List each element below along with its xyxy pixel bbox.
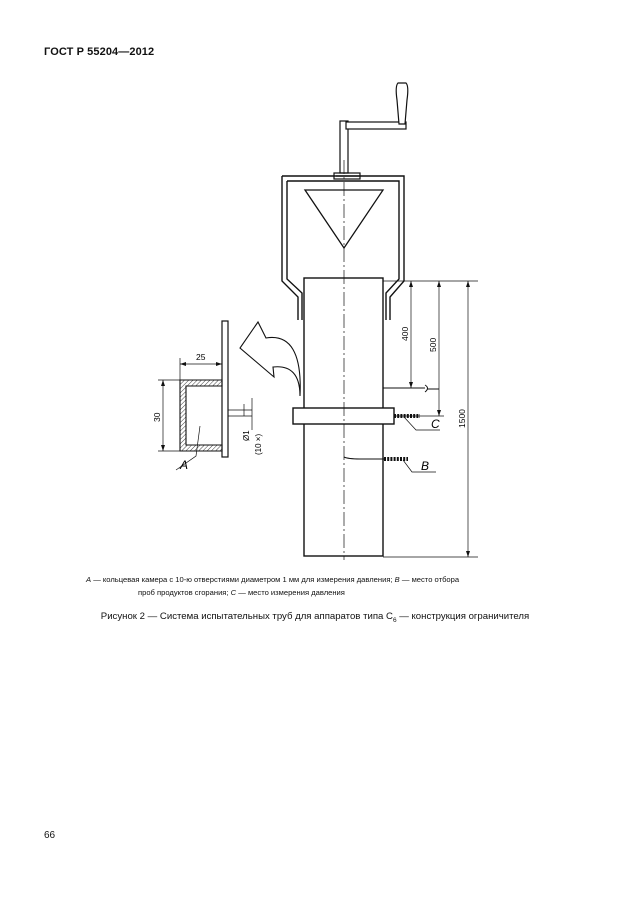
caption-suffix: — конструкция ограничителя [396, 611, 530, 622]
dim-30: 30 [152, 412, 162, 422]
label-a: A [180, 458, 189, 472]
page-number: 66 [44, 830, 56, 841]
dim-1500: 1500 [457, 409, 467, 428]
crank-handle [334, 83, 408, 179]
figure-legend [86, 574, 556, 599]
legend-key-a: A [86, 575, 92, 584]
dim-10x: (10 ×) [254, 433, 263, 455]
figure-caption [0, 611, 630, 624]
dim-25: 25 [196, 352, 206, 362]
label-c: C [431, 417, 440, 431]
ring-chamber [293, 408, 394, 424]
legend-line-2 [86, 587, 556, 600]
pipe [293, 160, 394, 560]
dim-d1: Ø1 [242, 430, 251, 441]
legend-text-a: — кольцевая камера с 10-ю отверстиями диаметром 1 мм для измерения давления; [91, 575, 395, 584]
arrow [240, 322, 300, 396]
dim-500: 500 [428, 337, 438, 352]
legend-text-b-cont: проб продуктов сгорания; [138, 587, 231, 597]
standard-header: ГОСТ Р 55204—2012 [44, 46, 155, 58]
leader-b [403, 460, 436, 472]
label-b: B [421, 459, 430, 473]
legend-key-c: C [230, 587, 237, 597]
legend-line-1 [86, 574, 556, 587]
caption-subscript: 6 [392, 616, 397, 624]
legend-key-b: B [394, 575, 400, 584]
caption-prefix: Рисунок 2 — Система испытательных труб для аппаратов типа C [100, 611, 393, 622]
dim-400: 400 [400, 326, 410, 341]
legend-text-b: — место отбора [399, 575, 460, 584]
section-a [180, 321, 300, 457]
legend-text-c: — место измерения давления [236, 587, 345, 597]
